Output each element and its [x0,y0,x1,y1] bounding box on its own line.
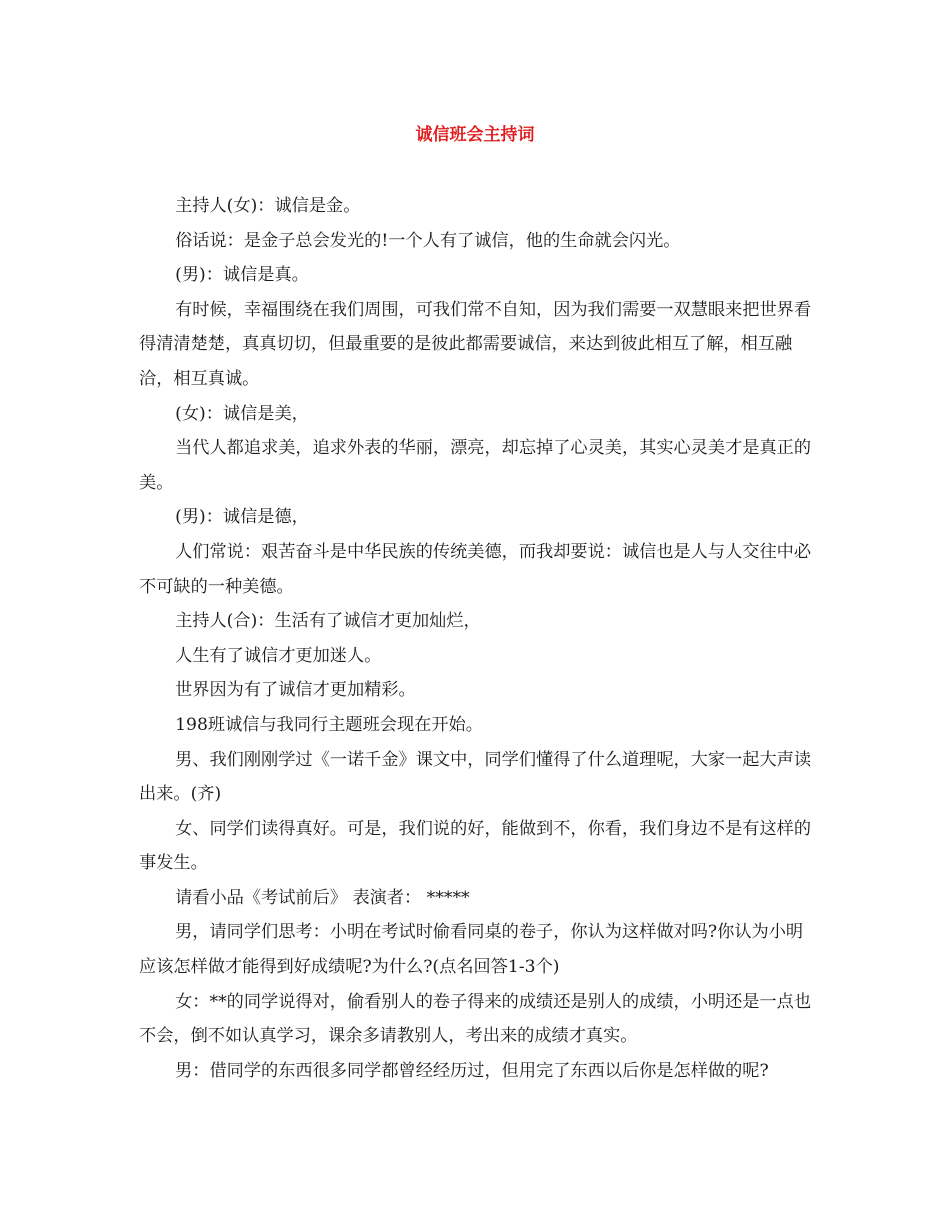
document-body [139,189,815,1088]
paragraph: 198班诚信与我同行主题班会现在开始。 [175,714,483,735]
paragraph: 俗话说：是金子总会发光的!一个人有了诚信，他的生命就会闪光。 [175,230,681,251]
paragraph: 女、同学们读得真好。可是，我们说的好，能做到不，你看，我们身边不是有这样的事发生。 [139,818,812,874]
document-title: 诚信班会主持词 [415,125,535,145]
paragraph: 男：借同学的东西很多同学都曾经经历过，但用完了东西以后你是怎样做的呢? [175,1060,769,1081]
paragraph: 当代人都追求美，追求外表的华丽，漂亮，却忘掉了心灵美，其实心灵美才是真正的美。 [139,438,812,493]
paragraph: 男，请同学们思考：小明在考试时偷看同桌的卷子，你认为这样做对吗?你认为小明应该怎样做才能得到好成绩呢?为什么?(点名回答1-3个) [139,922,804,978]
paragraph: 男、我们刚刚学过《一诺千金》课文中，同学们懂得了什么道理呢，大家一起大声读出来。(齐) [139,749,812,805]
paragraph: 世界因为有了诚信才更加精彩。 [175,680,416,701]
paragraph: (女)：诚信是美， [175,403,309,424]
paragraph: 主持人(女)：诚信是金。 [175,196,361,216]
paragraph: (男)：诚信是真。 [175,265,309,286]
paragraph: 主持人(合)：生活有了诚信才更加灿烂， [175,611,481,632]
paragraph: 人们常说：艰苦奋斗是中华民族的传统美德，而我却要说：诚信也是人与人交往中必不可缺的一种美德。 [139,541,812,597]
paragraph: 女：**的同学说得对，偷看别人的卷子得来的成绩还是别人的成绩，小明还是一点也不会，倒不如认真学习，课余多请教别人，考出来的成绩才真实。 [139,991,812,1047]
paragraph: 请看小品《考试前后》 表演者： ***** [175,887,470,908]
paragraph: (男)：诚信是德， [175,507,309,528]
paragraph: 人生有了诚信才更加迷人。 [175,645,382,666]
paragraph: 有时候，幸福围绕在我们周围，可我们常不自知，因为我们需要一双慧眼来把世界看得清清楚楚，真真切切，但最重要的是彼此都需要诚信，来达到彼此相互了解，相互融洽，相互真诚。 [139,299,812,389]
